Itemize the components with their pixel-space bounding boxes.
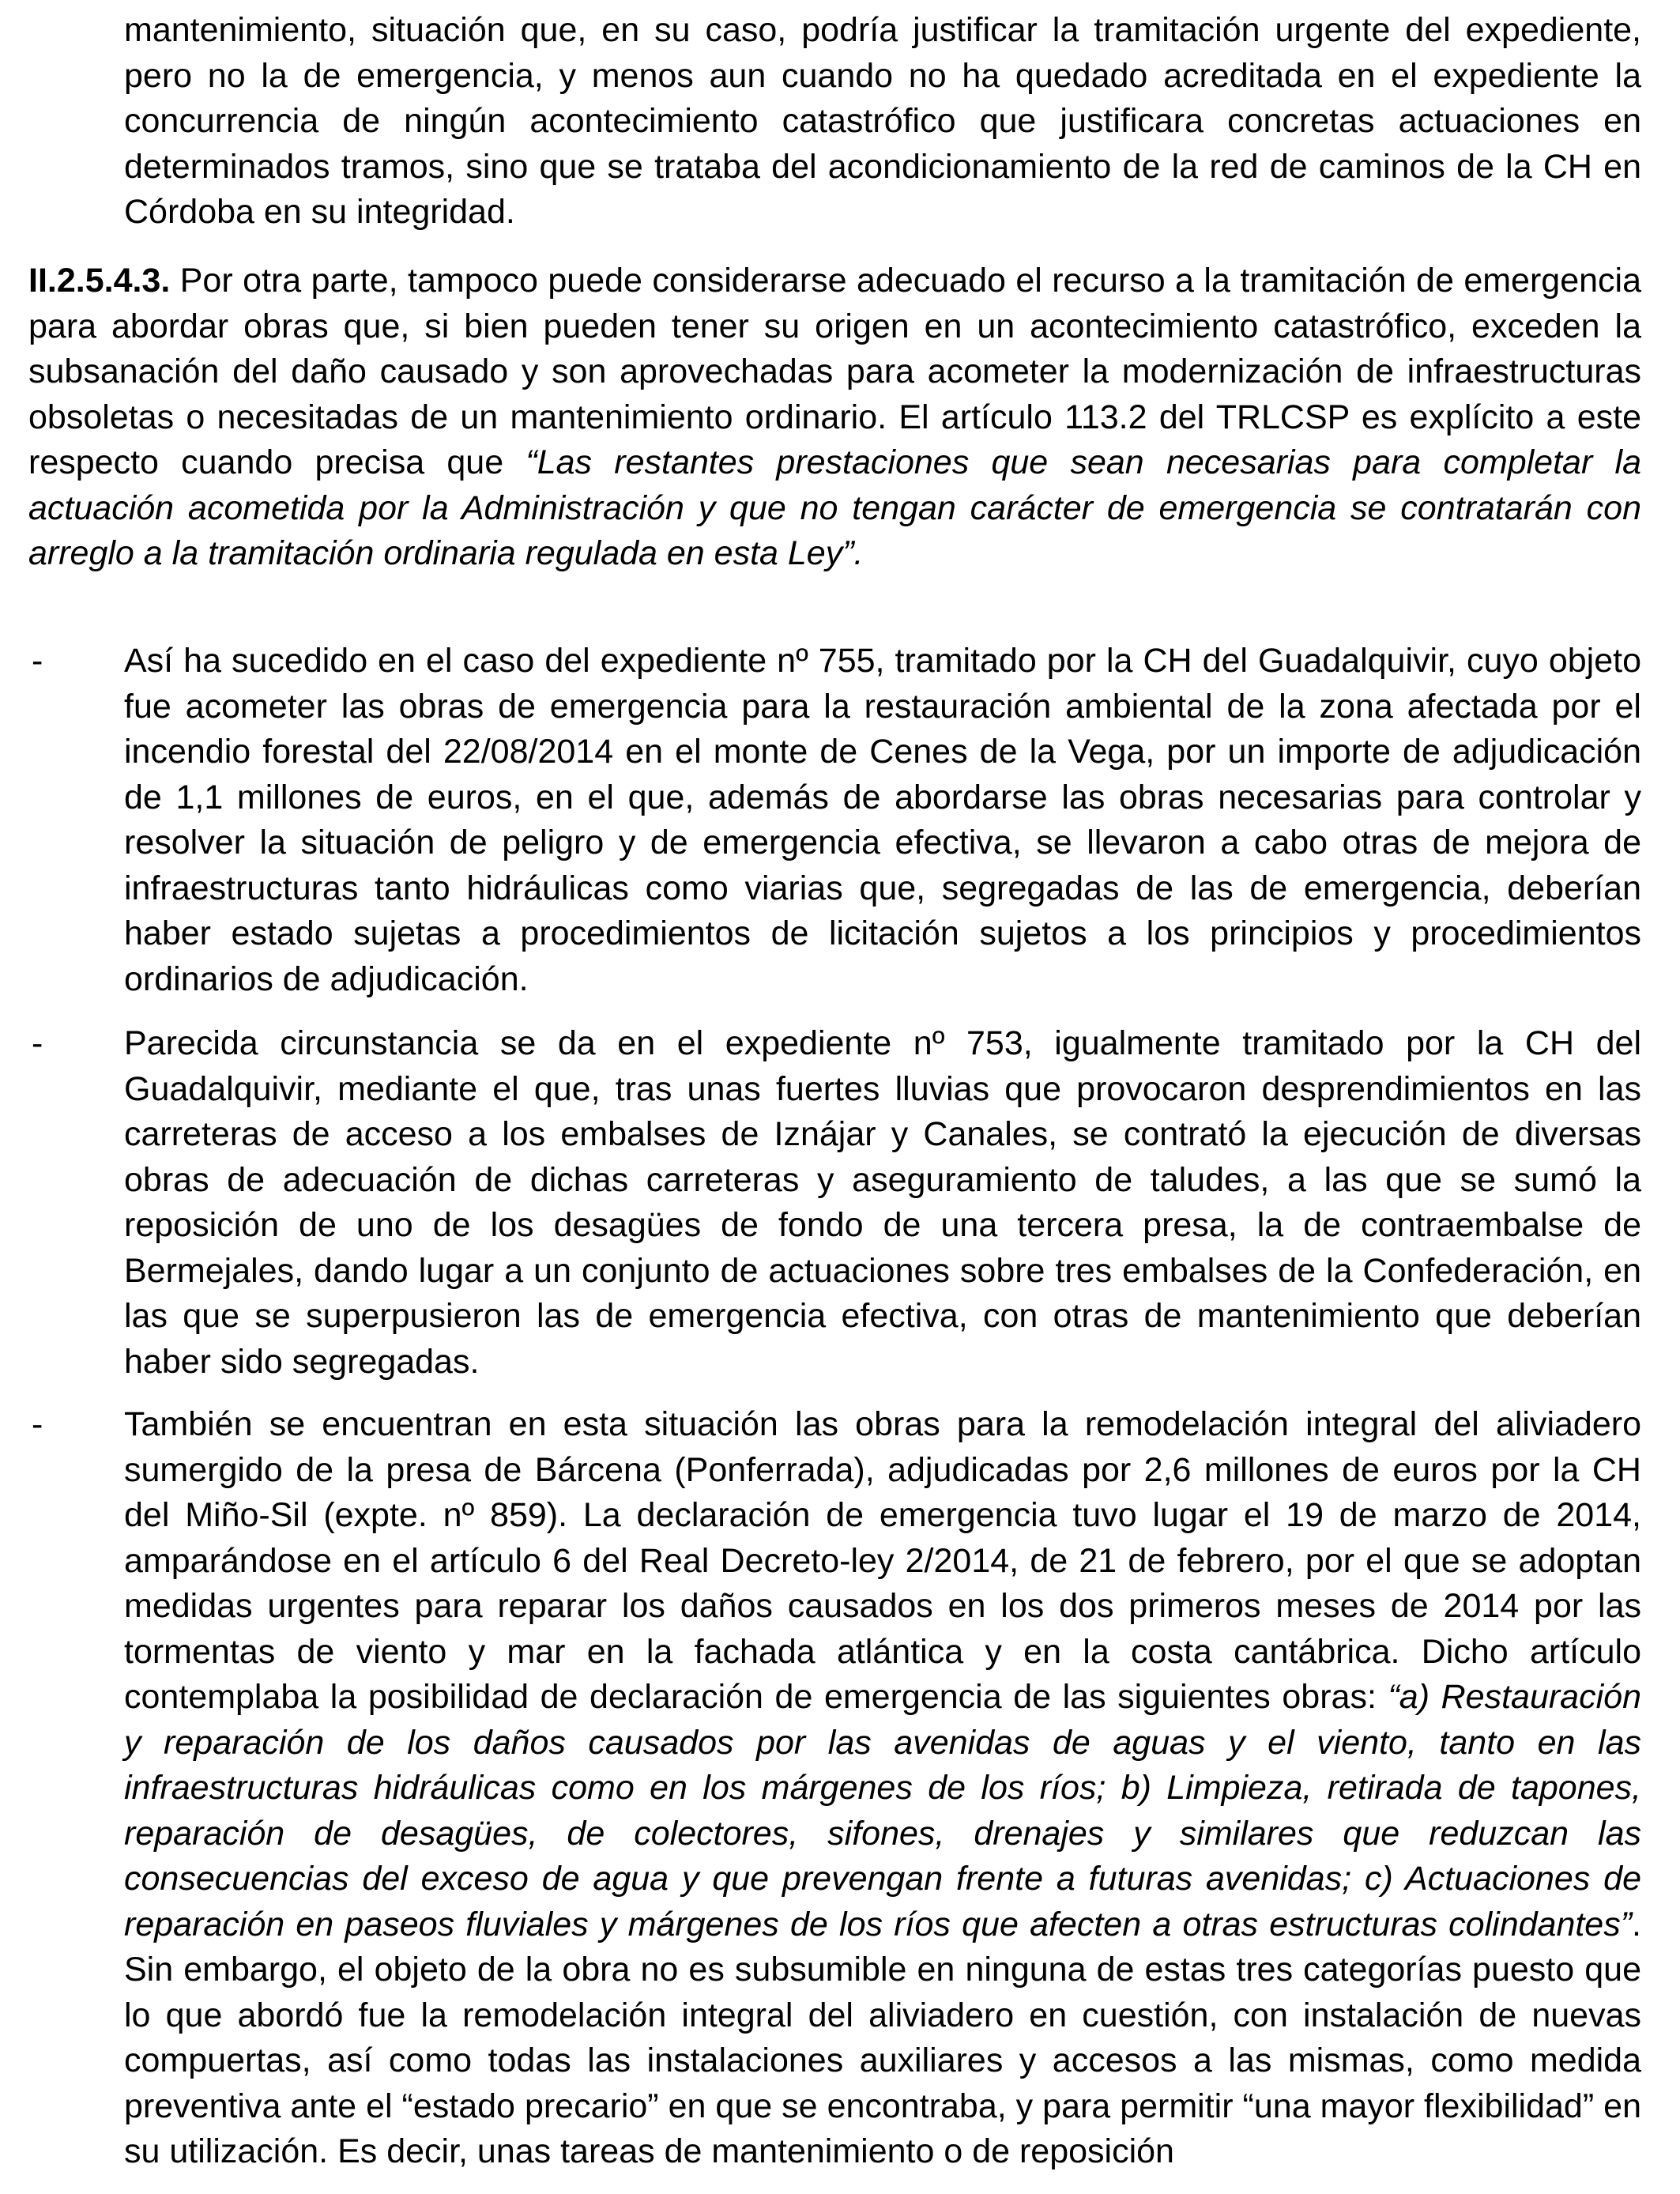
paragraph-text: Por otra parte, tampoco puede considerarse adecuado el recurso a la tramitación de emergencia para abordar obras que, si bien pueden tener su origen en un acontecimiento catastrófico, exceden la subsanación del daño causado y son aprovechadas para acometer la modernización de infraestructuras obsoletas o necesitadas de un mantenimiento ordinario. El artículo 113.2 del TRLCSP es explícito a este respecto cuando precisa que [28, 262, 1641, 481]
list-bullet: - [32, 1405, 43, 1443]
list-item-text-tail: . Sin embargo, el objeto de la obra no es subsumible en ninguna de estas tres categorías puesto que lo que abordó fue la remodelación integral del aliviadero en cuestión, con instalación de nuevas compuertas, así como todas las instalaciones auxiliares y accesos a las mismas, como medida preventiva ante el “estado precario” en que se encontraba, y para permitir “una mayor flexibilidad” en su utilización. Es decir, unas tareas de mantenimiento o de reposición [124, 1905, 1641, 2170]
list-item-text: También se encuentran en esta situación las obras para la remodelación integral del aliviadero sumergido de la presa de Bárcena (Ponferrada), adjudicadas por 2,6 millones de euros por la CH del Miño-Sil (expte. nº 859). La declaración de emergencia tuvo lugar el 19 de marzo de 2014, amparándose en el artículo 6 del Real Decreto-ley 2/2014, de 21 de febrero, por el que se adoptan medidas urgentes para reparar los daños causados en los dos primeros meses de 2014 por las tormentas de viento y mar en la fachada atlántica y en la costa cantábrica. Dicho artículo contemplaba la posibilidad de declaración de emergencia de las siguientes obras: [124, 1405, 1641, 1716]
section-number: II.2.5.4.3. [28, 262, 171, 300]
legal-quote: “a) Restauración y reparación de los daños causados por las avenidas de aguas y el viento, tanto en las infraestructuras hidráulicas como en los márgenes de los ríos; b) Limpieza, retirada de tapones, reparación de desagües, de colectores, sifones, drenajes y similares que reduzcan las consecuencias del exceso de agua y que prevengan frente a futuras avenidas; c) Actuaciones de reparación en paseos fluviales y márgenes de los ríos que afecten a otras estructuras colindantes” [124, 1678, 1641, 1943]
list-item-expediente-753 [124, 1021, 1641, 1385]
paragraph-continuation [124, 8, 1641, 236]
legal-quote: “Las restantes prestaciones que sean necesarias para completar la actuación acometida por la Administración y que no tengan carácter de emergencia se contratarán con arreglo a la tramitación ordinaria regulada en esta Ley”. [28, 443, 1641, 572]
list-item-text: Parecida circunstancia se da en el expediente nº 753, igualmente tramitado por la CH del Guadalquivir, mediante el que, tras unas fuertes lluvias que provocaron desprendimientos en las carreteras de acceso a los embalses de Iznájar y Canales, se contrató la ejecución de diversas obras de adecuación de dichas carreteras y aseguramiento de taludes, a las que se sumó la reposición de uno de los desagües de fondo de una tercera presa, la de contraembalse de Bermejales, dando lugar a un conjunto de actuaciones sobre tres embalses de la Confederación, en las que se superpusieron las de emergencia efectiva, con otras de mantenimiento que deberían haber sido segregadas. [124, 1024, 1641, 1381]
list-item-text: Así ha sucedido en el caso del expediente nº 755, tramitado por la CH del Guadalquivir, cuyo objeto fue acometer las obras de emergencia para la restauración ambiental de la zona afectada por el incendio forestal del 22/08/2014 en el monte de Cenes de la Vega, por un importe de adjudicación de 1,1 millones de euros, en el que, además de abordarse las obras necesarias para controlar y resolver la situación de peligro y de emergencia efectiva, se llevaron a cabo otras de mejora de infraestructuras tanto hidráulicas como viarias que, segregadas de las de emergencia, deberían haber estado sujetas a procedimientos de licitación sujetos a los principios y procedimientos ordinarios de adjudicación. [124, 642, 1641, 998]
paragraph-section-II-2-5-4-3 [28, 258, 1641, 577]
paragraph-text: mantenimiento, situación que, en su caso, podría justificar la tramitación urgente del expediente, pero no la de emergencia, y menos aun cuando no ha quedado acreditada en el expediente la concurrencia de ningún acontecimiento catastrófico que justificara concretas actuaciones en determinados tramos, sino que se trataba del acondicionamiento de la red de caminos de la CH en Córdoba en su integridad. [124, 11, 1641, 231]
list-bullet: - [32, 642, 43, 680]
list-item-expediente-755 [124, 639, 1641, 1002]
list-item-expediente-859 [124, 1402, 1641, 2175]
list-bullet: - [32, 1024, 43, 1062]
